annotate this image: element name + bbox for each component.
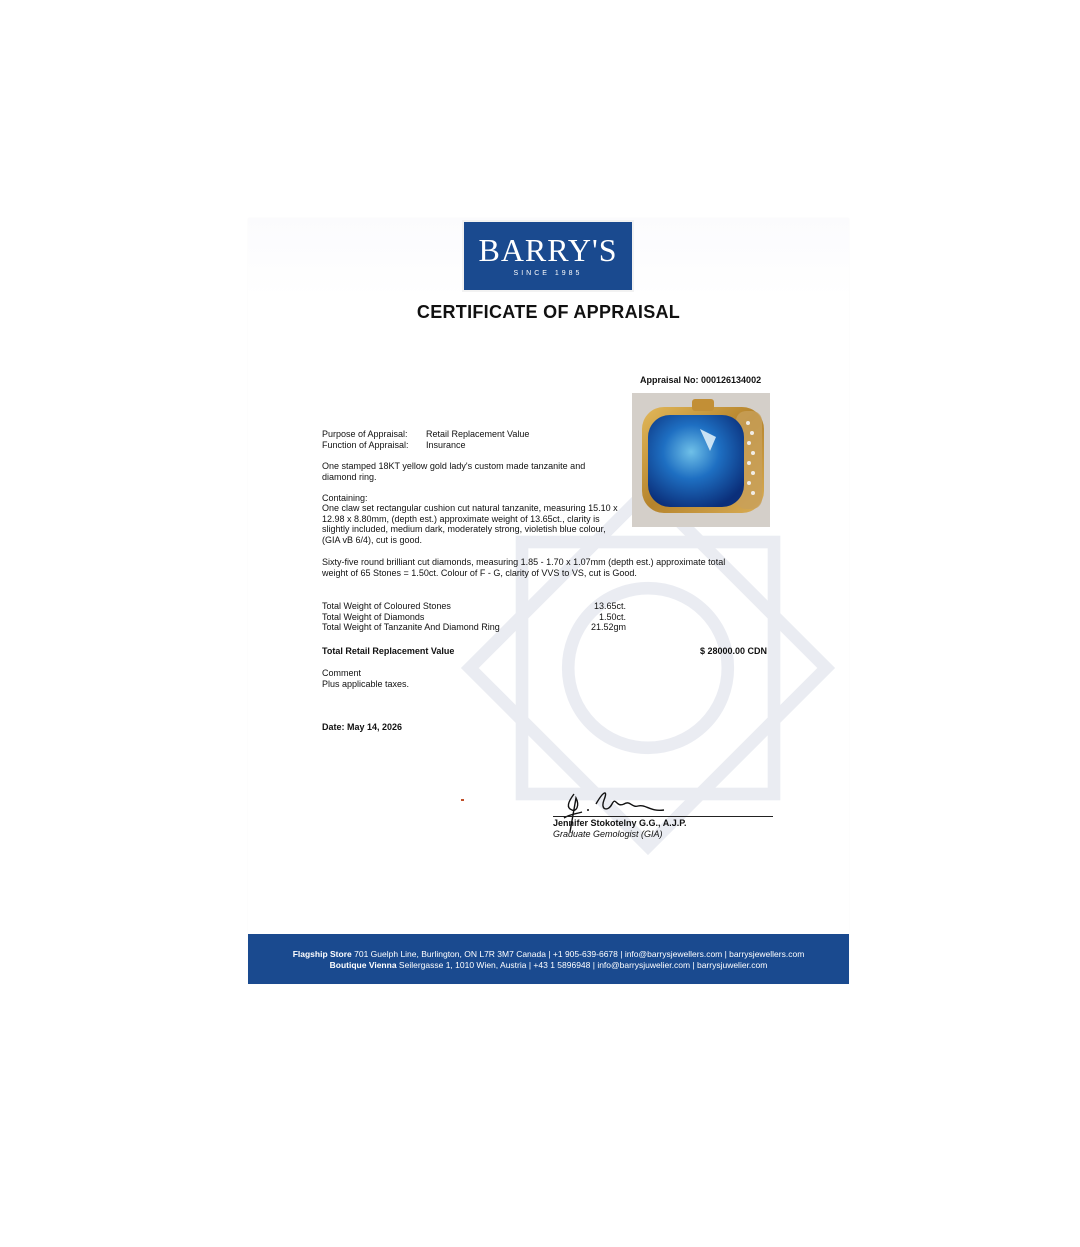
signer-name: Jennifer Stokotelny G.G., A.J.P.	[553, 818, 687, 828]
footer-flagship-label: Flagship Store	[292, 949, 352, 959]
retail-value-label: Total Retail Replacement Value	[322, 646, 455, 656]
appraisal-info	[322, 429, 529, 450]
total-value: 1.50ct.	[598, 611, 626, 622]
ink-speck	[461, 799, 464, 801]
footer-flagship-text: 701 Guelph Line, Burlington, ON L7R 3M7 Canada | +1 905-639-6678 | info@barrysjewellers.com | barrysjewellers.com	[354, 949, 805, 959]
function-value: Insurance	[426, 439, 466, 450]
table-row	[322, 622, 626, 633]
ring-description: One stamped 18KT yellow gold lady's custom made tanzanite and diamond ring.	[322, 461, 586, 482]
table-row	[322, 612, 626, 623]
total-value: 13.65ct.	[593, 601, 626, 611]
containing-label: Containing:	[322, 493, 368, 503]
totals-table	[322, 601, 626, 633]
total-label: Total Weight of Tanzanite And Diamond Ring	[322, 622, 500, 632]
certificate-sheet	[248, 218, 849, 984]
appraisal-date: Date: May 14, 2026	[322, 722, 403, 732]
footer-bar	[248, 934, 849, 984]
retail-value-amount: $ 28000.00 CDN	[700, 646, 768, 656]
logo-name: BARRY'S	[478, 232, 618, 268]
function-label: Function of Appraisal:	[322, 439, 409, 450]
total-label: Total Weight of Coloured Stones	[322, 601, 451, 611]
footer-vienna-label: Boutique Vienna	[329, 960, 397, 970]
certificate-title: CERTIFICATE OF APPRAISAL	[416, 302, 681, 322]
purpose-label: Purpose of Appraisal:	[322, 429, 408, 439]
logo-since: SINCE 1985	[513, 270, 583, 277]
appraisal-number: Appraisal No: 000126134002	[640, 375, 762, 385]
purpose-row	[322, 429, 529, 440]
comment-label: Comment	[322, 668, 362, 678]
diamonds-description: Sixty-five round brilliant cut diamonds, measuring 1.85 - 1.70 x 1.07mm (depth est.) approximate total weight of 65 Stones = 1.50ct. Colour of F - G, clarity of VVS to VS, cut is Good.	[322, 557, 726, 578]
total-label: Total Weight of Diamonds	[322, 611, 425, 622]
footer-line-flagship	[248, 949, 849, 960]
footer-vienna-text: Seilergasse 1, 1010 Wien, Austria | +43 1 5896948 | info@barrysjuwelier.com | barrysjuwelier.com	[398, 960, 768, 970]
signer-title: Graduate Gemologist (GIA)	[553, 829, 663, 839]
ring-photo	[632, 393, 770, 527]
tanzanite-description: One claw set rectangular cushion cut natural tanzanite, measuring 15.10 x 12.98 x 8.80mm, (depth est.) approximate weight of 13.65ct., clarity is slightly included, medium dark, moderately strong, violetish blue colour, (GIA vB 6/4), cut is good.	[322, 503, 618, 545]
barrys-logo	[462, 220, 634, 292]
footer-line-vienna	[248, 960, 849, 971]
signature-line	[553, 816, 773, 817]
purpose-value: Retail Replacement Value	[426, 429, 530, 439]
comment-text: Plus applicable taxes.	[322, 679, 410, 689]
total-value: 21.52gm	[590, 622, 626, 632]
table-row	[322, 601, 626, 612]
function-row	[322, 440, 529, 451]
